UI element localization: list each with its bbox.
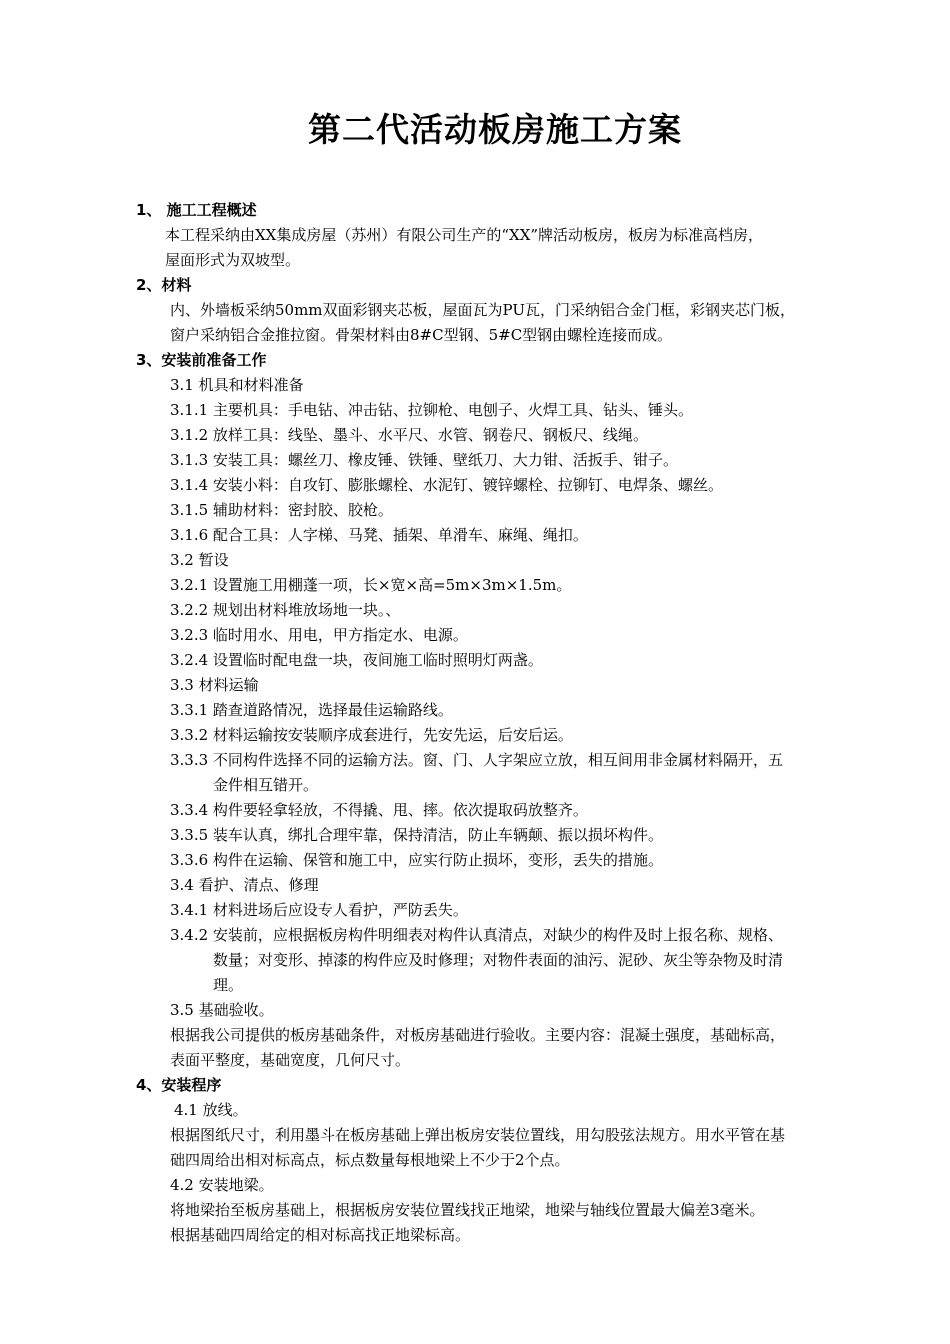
text-line: 4.2 安装地梁。: [170, 1176, 274, 1194]
text-line: 4.1 放线。: [174, 1101, 248, 1119]
document-body: [0, 198, 950, 1248]
text-line: 3.5 基础验收。: [170, 1001, 274, 1019]
text-line: 3.1 机具和材料准备: [170, 376, 304, 394]
text-line: 金件相互错开。: [213, 776, 319, 794]
text-line: 3.1.3 安装工具：螺丝刀、橡皮锤、铁锤、壁纸刀、大力钳、活扳手、钳子。: [170, 451, 678, 469]
text-line: 3.2 暂设: [170, 551, 229, 569]
section-heading: 3、安装前准备工作: [136, 351, 267, 369]
text-line: 3.1.5 辅助材料：密封胶、胶枪。: [170, 501, 393, 519]
section-heading: 4、安装程序: [136, 1076, 222, 1094]
text-line: 将地梁抬至板房基础上，根据板房安装位置线找正地梁，地梁与轴线位置最大偏差3毫米。: [170, 1201, 765, 1219]
text-line: 3.4 看护、清点、修理: [170, 876, 319, 894]
text-line: 3.4.2 安装前，应根据板房构件明细表对构件认真清点，对缺少的构件及时上报名称、规格、: [170, 926, 783, 944]
text-line: 3.3.4 构件要轻拿轻放，不得撬、甩、摔。依次提取码放整齐。: [170, 801, 588, 819]
text-line: 3.1.4 安装小料：自攻钉、膨胀螺栓、水泥钉、镀锌螺栓、拉铆钉、电焊条、螺丝。: [170, 476, 723, 494]
text-line: 3.2.3 临时用水、用电，甲方指定水、电源。: [170, 626, 468, 644]
text-line: 理。: [213, 976, 244, 994]
text-line: 础四周给出相对标高点，标点数量每根地梁上不少于2个点。: [170, 1151, 570, 1169]
text-line: 3.2.1 设置施工用棚蓬一项，长×宽×高=5m×3m×1.5m。: [170, 576, 572, 594]
document-title: 第二代活动板房施工方案: [308, 110, 682, 149]
section-heading: 2、材料: [136, 276, 192, 294]
text-line: 3.3.6 构件在运输、保管和施工中，应实行防止损坏，变形，丢失的措施。: [170, 851, 663, 869]
text-line: 内、外墙板采纳50mm双面彩钢夹芯板，屋面瓦为PU瓦，门采纳铝合金门框，彩钢夹芯门板，: [170, 301, 796, 319]
text-line: 根据图纸尺寸，利用墨斗在板房基础上弹出板房安装位置线，用勾股弦法规方。用水平管在基: [170, 1126, 786, 1144]
text-line: 3.3.1 踏查道路情况，选择最佳运输路线。: [170, 701, 453, 719]
section-heading: 1、 施工工程概述: [136, 201, 257, 219]
text-line: 3.1.1 主要机具：手电钻、冲击钻、拉铆枪、电刨子、火焊工具、钻头、锤头。: [170, 401, 693, 419]
text-line: 3.1.2 放样工具：线坠、墨斗、水平尺、水管、钢卷尺、钢板尺、线绳。: [170, 426, 648, 444]
text-line: 本工程采纳由XX集成房屋（苏州）有限公司生产的“XX”牌活动板房，板房为标准高档房，: [165, 226, 764, 244]
text-line: 3.2.2 规划出材料堆放场地一块。、: [170, 601, 401, 619]
text-line: 窗户采纳铝合金推拉窗。骨架材料由8#C型钢、5#C型钢由螺栓连接而成。: [170, 326, 673, 344]
text-line: 根据我公司提供的板房基础条件，对板房基础进行验收。主要内容：混凝土强度，基础标高，: [170, 1026, 786, 1044]
text-line: 屋面形式为双坡型。: [165, 251, 301, 269]
text-line: 3.2.4 设置临时配电盘一块，夜间施工临时照明灯两盏。: [170, 651, 543, 669]
text-line: 数量；对变形、掉漆的构件应及时修理；对物件表面的油污、泥砂、灰尘等杂物及时清: [213, 951, 784, 969]
text-line: 3.3 材料运输: [170, 676, 259, 694]
text-line: 3.3.2 材料运输按安装顺序成套进行，先安先运，后安后运。: [170, 726, 573, 744]
text-line: 3.3.3 不同构件选择不同的运输方法。窗、门、人字架应立放，相互间用非金属材料隔开，五: [170, 751, 783, 769]
text-line: 3.3.5 装车认真，绑扎合理牢靠，保持清洁，防止车辆颠、振以损坏构件。: [170, 826, 663, 844]
text-line: 根据基础四周给定的相对标高找正地梁标高。: [170, 1226, 471, 1244]
text-line: 3.1.6 配合工具：人字梯、马凳、插架、单滑车、麻绳、绳扣。: [170, 526, 588, 544]
text-line: 3.4.1 材料进场后应设专人看护，严防丢失。: [170, 901, 468, 919]
text-line: 表面平整度，基础宽度，几何尺寸。: [170, 1051, 411, 1069]
